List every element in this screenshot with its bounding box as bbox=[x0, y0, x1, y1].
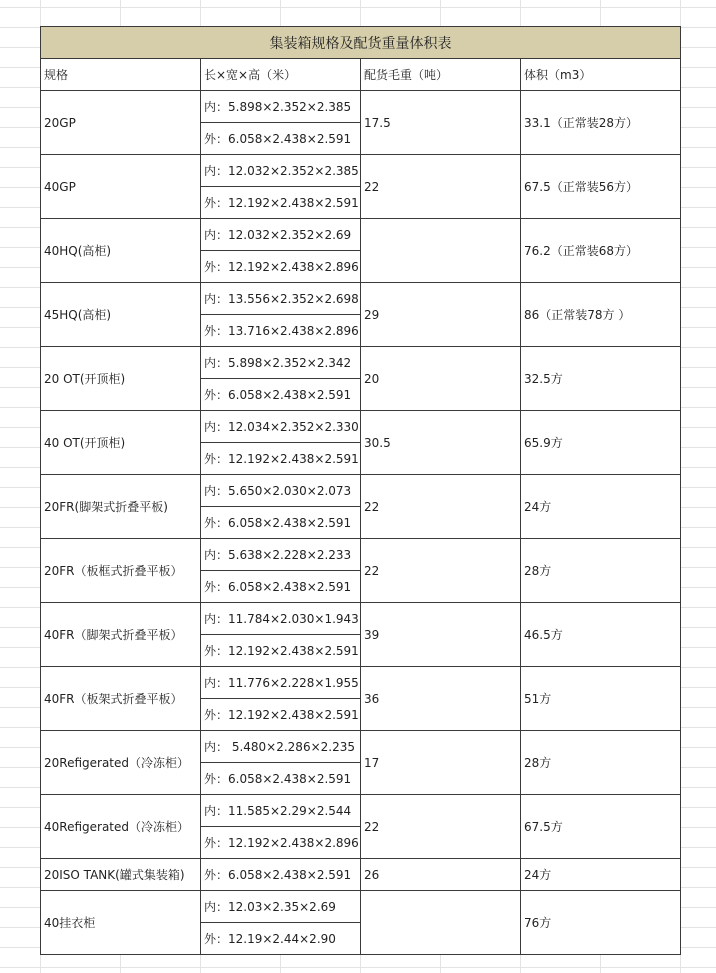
outer-dims-cell[interactable]: 外：6.058×2.438×2.591 bbox=[201, 859, 361, 891]
header-row bbox=[41, 59, 681, 91]
outer-dims-cell[interactable]: 外：12.19×2.44×2.90 bbox=[201, 923, 361, 955]
header-gross-weight[interactable]: 配货毛重（吨） bbox=[361, 59, 521, 91]
spec-cell[interactable]: 40FR（板架式折叠平板） bbox=[41, 667, 201, 731]
outer-dims-cell[interactable]: 外：12.192×2.438×2.591 bbox=[201, 443, 361, 475]
weight-cell[interactable]: 22 bbox=[361, 155, 521, 219]
outer-dims-cell[interactable]: 外：6.058×2.438×2.591 bbox=[201, 123, 361, 155]
spec-cell[interactable]: 40Refigerated（冷冻柜） bbox=[41, 795, 201, 859]
spec-cell[interactable]: 40FR（脚架式折叠平板） bbox=[41, 603, 201, 667]
spec-cell[interactable]: 20ISO TANK(罐式集装箱) bbox=[41, 859, 201, 891]
volume-cell[interactable]: 76.2（正常装68方） bbox=[521, 219, 681, 283]
outer-dims-cell[interactable]: 外：6.058×2.438×2.591 bbox=[201, 571, 361, 603]
volume-cell[interactable]: 24方 bbox=[521, 859, 681, 891]
weight-cell[interactable]: 20 bbox=[361, 347, 521, 411]
volume-cell[interactable]: 51方 bbox=[521, 667, 681, 731]
spec-cell[interactable]: 45HQ(高柜) bbox=[41, 283, 201, 347]
outer-dims-cell[interactable]: 外：6.058×2.438×2.591 bbox=[201, 763, 361, 795]
table-row bbox=[41, 219, 681, 251]
weight-cell[interactable]: 36 bbox=[361, 667, 521, 731]
spec-cell[interactable]: 40 OT(开顶柜) bbox=[41, 411, 201, 475]
inner-dims-cell[interactable]: 内：11.776×2.228×1.955 bbox=[201, 667, 361, 699]
weight-cell[interactable]: 22 bbox=[361, 795, 521, 859]
inner-dims-cell[interactable]: 内：5.898×2.352×2.385 bbox=[201, 91, 361, 123]
weight-cell[interactable]: 17.5 bbox=[361, 91, 521, 155]
volume-cell[interactable]: 67.5（正常装56方） bbox=[521, 155, 681, 219]
inner-dims-cell[interactable]: 内： 5.480×2.286×2.235 bbox=[201, 731, 361, 763]
volume-cell[interactable]: 65.9方 bbox=[521, 411, 681, 475]
volume-cell[interactable]: 86（正常装78方 ） bbox=[521, 283, 681, 347]
outer-dims-cell[interactable]: 外：12.192×2.438×2.896 bbox=[201, 827, 361, 859]
weight-cell[interactable]: 39 bbox=[361, 603, 521, 667]
table-row bbox=[41, 891, 681, 923]
volume-cell[interactable]: 76方 bbox=[521, 891, 681, 955]
table-row-iso-tank bbox=[41, 859, 681, 891]
inner-dims-cell[interactable]: 内：5.650×2.030×2.073 bbox=[201, 475, 361, 507]
header-dimensions[interactable]: 长×宽×高（米） bbox=[201, 59, 361, 91]
table-row bbox=[41, 283, 681, 315]
inner-dims-cell[interactable]: 内：11.585×2.29×2.544 bbox=[201, 795, 361, 827]
weight-cell[interactable]: 26 bbox=[361, 859, 521, 891]
inner-dims-cell[interactable]: 内：12.032×2.352×2.385 bbox=[201, 155, 361, 187]
volume-cell[interactable]: 28方 bbox=[521, 539, 681, 603]
header-spec[interactable]: 规格 bbox=[41, 59, 201, 91]
table-row bbox=[41, 91, 681, 123]
table-row bbox=[41, 731, 681, 763]
table-row bbox=[41, 667, 681, 699]
container-spec-table bbox=[40, 26, 681, 955]
spec-cell[interactable]: 20Refigerated（冷冻柜） bbox=[41, 731, 201, 795]
inner-dims-cell[interactable]: 内：5.638×2.228×2.233 bbox=[201, 539, 361, 571]
spec-cell[interactable]: 20 OT(开顶柜) bbox=[41, 347, 201, 411]
volume-cell[interactable]: 67.5方 bbox=[521, 795, 681, 859]
table-row bbox=[41, 539, 681, 571]
table-row bbox=[41, 347, 681, 379]
weight-cell[interactable]: 22 bbox=[361, 475, 521, 539]
outer-dims-cell[interactable]: 外：12.192×2.438×2.591 bbox=[201, 187, 361, 219]
inner-dims-cell[interactable]: 内：12.03×2.35×2.69 bbox=[201, 891, 361, 923]
inner-dims-cell[interactable]: 内：12.034×2.352×2.330 bbox=[201, 411, 361, 443]
outer-dims-cell[interactable]: 外：12.192×2.438×2.591 bbox=[201, 699, 361, 731]
volume-cell[interactable]: 28方 bbox=[521, 731, 681, 795]
weight-cell[interactable] bbox=[361, 219, 521, 283]
weight-cell[interactable]: 17 bbox=[361, 731, 521, 795]
outer-dims-cell[interactable]: 外：6.058×2.438×2.591 bbox=[201, 507, 361, 539]
table-row bbox=[41, 411, 681, 443]
outer-dims-cell[interactable]: 外：12.192×2.438×2.896 bbox=[201, 251, 361, 283]
volume-cell[interactable]: 24方 bbox=[521, 475, 681, 539]
inner-dims-cell[interactable]: 内：13.556×2.352×2.698 bbox=[201, 283, 361, 315]
inner-dims-cell[interactable]: 内：12.032×2.352×2.69 bbox=[201, 219, 361, 251]
title-row bbox=[41, 27, 681, 59]
spec-cell[interactable]: 40HQ(高柜) bbox=[41, 219, 201, 283]
weight-cell[interactable] bbox=[361, 891, 521, 955]
table-row bbox=[41, 603, 681, 635]
volume-cell[interactable]: 46.5方 bbox=[521, 603, 681, 667]
table-row bbox=[41, 795, 681, 827]
table-row bbox=[41, 155, 681, 187]
spec-cell[interactable]: 20FR（板框式折叠平板） bbox=[41, 539, 201, 603]
spec-cell[interactable]: 20FR(脚架式折叠平板) bbox=[41, 475, 201, 539]
weight-cell[interactable]: 22 bbox=[361, 539, 521, 603]
volume-cell[interactable]: 32.5方 bbox=[521, 347, 681, 411]
header-volume[interactable]: 体积（m3） bbox=[521, 59, 681, 91]
volume-cell[interactable]: 33.1（正常装28方） bbox=[521, 91, 681, 155]
outer-dims-cell[interactable]: 外：13.716×2.438×2.896 bbox=[201, 315, 361, 347]
spec-cell[interactable]: 40挂衣柜 bbox=[41, 891, 201, 955]
weight-cell[interactable]: 29 bbox=[361, 283, 521, 347]
inner-dims-cell[interactable]: 内：5.898×2.352×2.342 bbox=[201, 347, 361, 379]
outer-dims-cell[interactable]: 外：6.058×2.438×2.591 bbox=[201, 379, 361, 411]
table-title[interactable]: 集装箱规格及配货重量体积表 bbox=[41, 27, 681, 59]
outer-dims-cell[interactable]: 外：12.192×2.438×2.591 bbox=[201, 635, 361, 667]
inner-dims-cell[interactable]: 内：11.784×2.030×1.943 bbox=[201, 603, 361, 635]
spec-cell[interactable]: 40GP bbox=[41, 155, 201, 219]
weight-cell[interactable]: 30.5 bbox=[361, 411, 521, 475]
spec-cell[interactable]: 20GP bbox=[41, 91, 201, 155]
table-row bbox=[41, 475, 681, 507]
